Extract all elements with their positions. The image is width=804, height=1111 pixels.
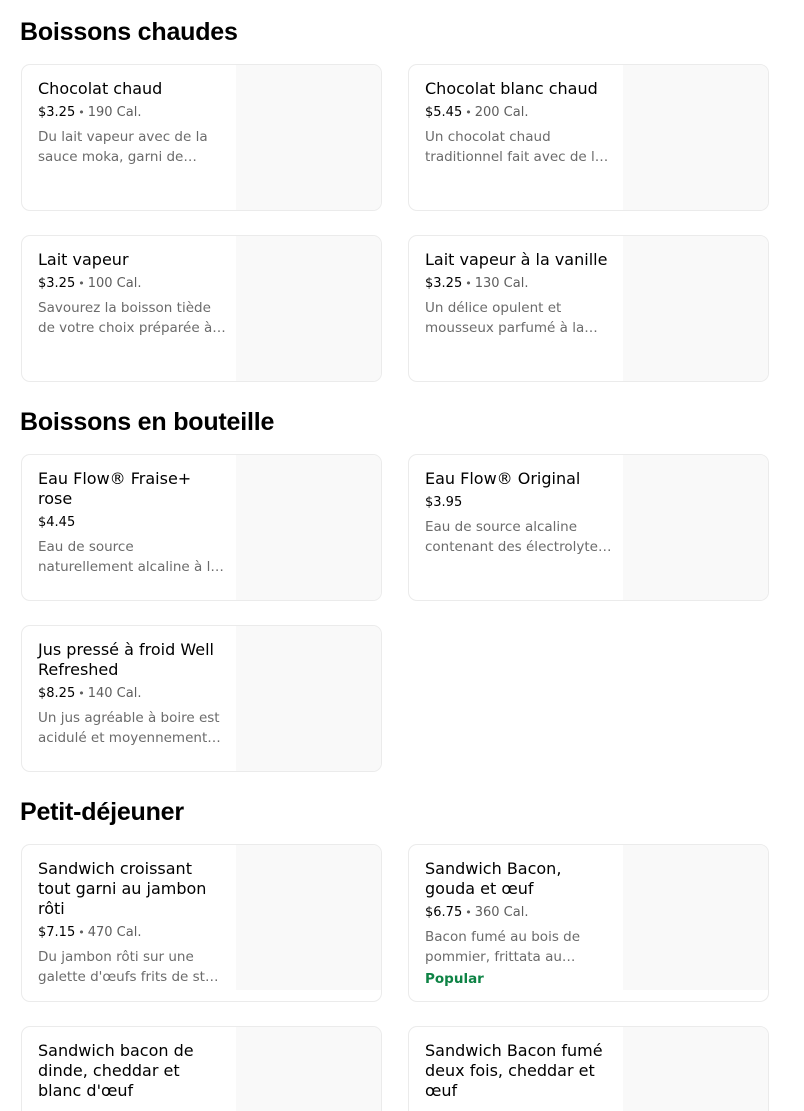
menu-item-price: $3.95 (425, 495, 463, 510)
menu-item-calories: 360 Cal. (474, 905, 529, 920)
section-title-boissons-en-bouteille: Boissons en bouteille (20, 408, 275, 436)
menu-item-image (236, 236, 381, 381)
menu-item-info (38, 469, 226, 577)
menu-item-description: Un délice opulent et mousseux parfumé à la (425, 300, 585, 336)
menu-item-price: $7.15 (38, 925, 76, 940)
menu-item-info (38, 250, 226, 338)
menu-item-image (623, 236, 768, 381)
menu-item-info (425, 469, 613, 557)
menu-item-image (236, 626, 381, 771)
menu-item-info (425, 1041, 613, 1101)
menu-item-meta (425, 904, 613, 921)
menu-item-info (38, 640, 226, 748)
menu-item-image (236, 1027, 381, 1111)
meta-separator: • (78, 687, 85, 700)
meta-separator: • (78, 106, 85, 119)
menu-item-info (38, 79, 226, 167)
menu-item-card[interactable] (21, 235, 382, 382)
menu-item-card[interactable] (408, 844, 769, 1002)
meta-separator: • (465, 106, 472, 119)
menu-item-description: Du jambon rôti sur une galette d'œufs frits de style (38, 949, 226, 985)
meta-separator: • (78, 277, 85, 290)
section-title-boissons-chaudes: Boissons chaudes (20, 18, 238, 46)
menu-item-description: Eau de source alcaline contenant des électrolytes (425, 519, 605, 555)
menu-item-image (236, 845, 381, 990)
menu-item-calories: 200 Cal. (474, 105, 529, 120)
meta-separator: • (465, 906, 472, 919)
meta-separator: • (78, 926, 85, 939)
menu-item-calories: 100 Cal. (87, 276, 142, 291)
menu-item-meta (38, 514, 226, 531)
menu-item-image (236, 455, 381, 600)
menu-item-calories: 190 Cal. (87, 105, 142, 120)
menu-item-description: Savourez la boisson tiède de votre choix préparée à (38, 300, 213, 336)
menu-item-meta (425, 104, 613, 121)
menu-item-name: Eau Flow® Original (425, 469, 581, 488)
menu-item-price: $3.25 (38, 276, 76, 291)
menu-item-price: $5.45 (425, 105, 463, 120)
menu-item-meta (38, 924, 226, 941)
menu-item-info (425, 859, 613, 988)
menu-item-image (623, 1027, 768, 1111)
menu-item-description: Du lait vapeur avec de la sauce moka, garni de (38, 129, 208, 165)
menu-item-price: $6.75 (425, 905, 463, 920)
menu-item-info (425, 250, 613, 338)
meta-separator: • (465, 277, 472, 290)
menu-item-image (623, 845, 768, 990)
menu-item-name: Jus pressé à froid Well Refreshed (38, 640, 214, 679)
menu-item-card[interactable] (21, 64, 382, 211)
menu-item-card[interactable] (21, 1026, 382, 1111)
menu-item-description: Bacon fumé au bois de pommier, frittata au (425, 929, 581, 965)
menu-item-meta (38, 685, 226, 702)
menu-item-name: Sandwich Bacon fumé deux fois, cheddar et œuf (425, 1041, 603, 1100)
menu-item-description: Eau de source naturellement alcaline à la (38, 539, 219, 575)
menu-item-calories: 470 Cal. (87, 925, 142, 940)
menu-item-card[interactable] (408, 64, 769, 211)
popular-badge: Popular (425, 971, 484, 987)
menu-item-name: Lait vapeur (38, 250, 129, 269)
menu-item-card[interactable] (21, 625, 382, 772)
menu-item-description: Un jus agréable à boire est acidulé et moyennement (38, 710, 220, 746)
menu-item-card[interactable] (21, 844, 382, 1002)
menu-item-meta (425, 275, 613, 292)
menu-item-card[interactable] (408, 1026, 769, 1111)
menu-item-name: Eau Flow® Fraise+ rose (38, 469, 192, 508)
menu-item-name: Chocolat chaud (38, 79, 163, 98)
menu-item-name: Lait vapeur à la vanille (425, 250, 608, 269)
menu-item-description: Un chocolat chaud traditionnel fait avec de la (425, 129, 604, 165)
menu-item-price: $3.25 (425, 276, 463, 291)
menu-item-image (623, 455, 768, 600)
menu-item-info (38, 859, 226, 987)
menu-item-meta (38, 275, 226, 292)
menu-item-meta (425, 494, 613, 511)
menu-item-name: Chocolat blanc chaud (425, 79, 598, 98)
menu-item-name: Sandwich bacon de dinde, cheddar et blanc d'œuf (38, 1041, 194, 1100)
menu-item-calories: 140 Cal. (87, 686, 142, 701)
menu-item-info (425, 79, 613, 167)
menu-item-info (38, 1041, 226, 1101)
menu-item-image (236, 65, 381, 210)
section-title-petit-dejeuner: Petit-déjeuner (20, 798, 184, 826)
menu-item-meta (38, 104, 226, 121)
menu-item-name: Sandwich croissant tout garni au jambon rôti (38, 859, 207, 918)
menu-item-card[interactable] (21, 454, 382, 601)
menu-item-card[interactable] (408, 454, 769, 601)
menu-item-calories: 130 Cal. (474, 276, 529, 291)
menu-item-image (623, 65, 768, 210)
menu-item-price: $3.25 (38, 105, 76, 120)
menu-item-card[interactable] (408, 235, 769, 382)
menu-item-price: $4.45 (38, 515, 76, 530)
menu-item-price: $8.25 (38, 686, 76, 701)
menu-item-name: Sandwich Bacon, gouda et œuf (425, 859, 562, 898)
